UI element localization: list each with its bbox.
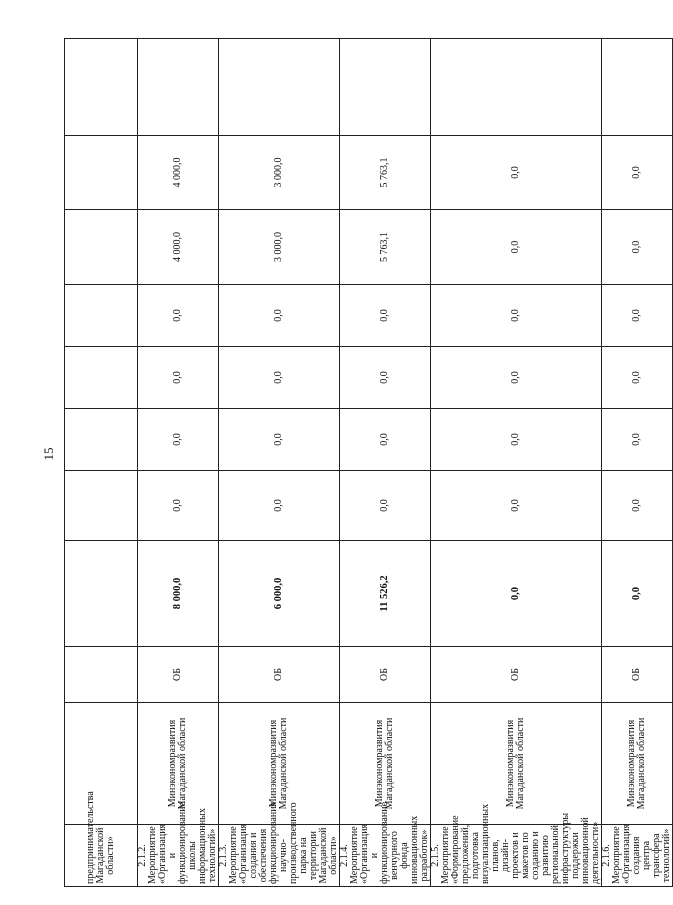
value-cell: 0,0 — [219, 285, 340, 347]
value-cell: 4 000,0 — [138, 136, 219, 210]
value-cell — [65, 39, 138, 136]
responsible: Минэкономразвития Магаданской области — [602, 703, 673, 825]
value-cell: 0,0 — [138, 285, 219, 347]
total-value-cell: 6 000,0 — [219, 541, 340, 647]
value-cell: 0,0 — [138, 409, 219, 471]
value-cell — [65, 541, 138, 647]
table-row — [138, 39, 219, 887]
value-cell: 0,0 — [431, 409, 602, 471]
value-cell: 0,0 — [602, 471, 673, 541]
value-cell: 0,0 — [431, 471, 602, 541]
value-cell: 0,0 — [431, 136, 602, 210]
value-cell: 0,0 — [219, 409, 340, 471]
table-row — [431, 39, 602, 887]
value-cell — [65, 347, 138, 409]
value-cell: 0,0 — [602, 210, 673, 285]
value-cell — [65, 136, 138, 210]
value-cell: 0,0 — [219, 471, 340, 541]
event-name: 2.1.4. Мероприятие «Организация и функционирование венчурного фонда инновационных разработок» — [340, 825, 431, 887]
value-cell: 0,0 — [431, 347, 602, 409]
funding-source: ОБ — [340, 647, 431, 703]
total-value-cell: 11 526,2 — [340, 541, 431, 647]
event-name: 2.1.6. Мероприятие «Организация создания центра трансфера технологий» — [602, 825, 673, 887]
value-cell: 0,0 — [340, 471, 431, 541]
total-value-cell: 0,0 — [602, 541, 673, 647]
value-cell: 0,0 — [431, 210, 602, 285]
table-row — [219, 39, 340, 887]
value-cell — [65, 285, 138, 347]
event-name: 2.1.5. Мероприятие «Формирование предложений, подготовка визуализационных планов, дизайн-проектов и макетов по созданию и развитию региональной инфраструктуры поддержки инновационной деятельности» — [431, 825, 602, 887]
value-cell: 0,0 — [219, 347, 340, 409]
funding-source: ОБ — [431, 647, 602, 703]
page-number: 15 — [41, 447, 56, 461]
table-row — [602, 39, 673, 887]
value-cell: 0,0 — [340, 347, 431, 409]
rotated-table-container — [64, 39, 672, 887]
value-cell: 3 000,0 — [219, 136, 340, 210]
responsible: Минэкономразвития Магаданской области — [340, 703, 431, 825]
value-cell: 0,0 — [602, 409, 673, 471]
value-cell: 5 763,1 — [340, 136, 431, 210]
value-cell — [602, 39, 673, 136]
table-row — [65, 39, 138, 887]
value-cell — [65, 409, 138, 471]
total-value-cell: 8 000,0 — [138, 541, 219, 647]
value-cell: 5 763,1 — [340, 210, 431, 285]
responsible: Минэкономразвития Магаданской области — [138, 703, 219, 825]
funding-source: ОБ — [602, 647, 673, 703]
value-cell: 0,0 — [602, 136, 673, 210]
value-cell: 3 000,0 — [219, 210, 340, 285]
responsible — [65, 703, 138, 825]
value-cell: 0,0 — [138, 471, 219, 541]
funding-source — [65, 647, 138, 703]
event-name: 2.1.3. Мероприятие «Организация создания и обеспечения функционирования научно-производственного парка на территории Магаданской области» — [219, 825, 340, 887]
value-cell — [340, 39, 431, 136]
budget-table — [64, 38, 673, 887]
value-cell: 0,0 — [602, 347, 673, 409]
value-cell: 0,0 — [602, 285, 673, 347]
value-cell — [65, 210, 138, 285]
event-name: предпринимательства Магаданской области» — [65, 825, 138, 887]
value-cell — [431, 39, 602, 136]
event-name: 2.1.2. Мероприятие «Организация и функционирование школы информационных технологий» — [138, 825, 219, 887]
value-cell — [219, 39, 340, 136]
value-cell: 0,0 — [431, 285, 602, 347]
responsible: Минэкономразвития Магаданской области — [219, 703, 340, 825]
value-cell: 4 000,0 — [138, 210, 219, 285]
funding-source: ОБ — [138, 647, 219, 703]
responsible: Минэкономразвития Магаданской области — [431, 703, 602, 825]
value-cell: 0,0 — [340, 285, 431, 347]
value-cell — [65, 471, 138, 541]
value-cell — [138, 39, 219, 136]
value-cell: 0,0 — [138, 347, 219, 409]
total-value-cell: 0,0 — [431, 541, 602, 647]
value-cell: 0,0 — [340, 409, 431, 471]
funding-source: ОБ — [219, 647, 340, 703]
table-row — [340, 39, 431, 887]
